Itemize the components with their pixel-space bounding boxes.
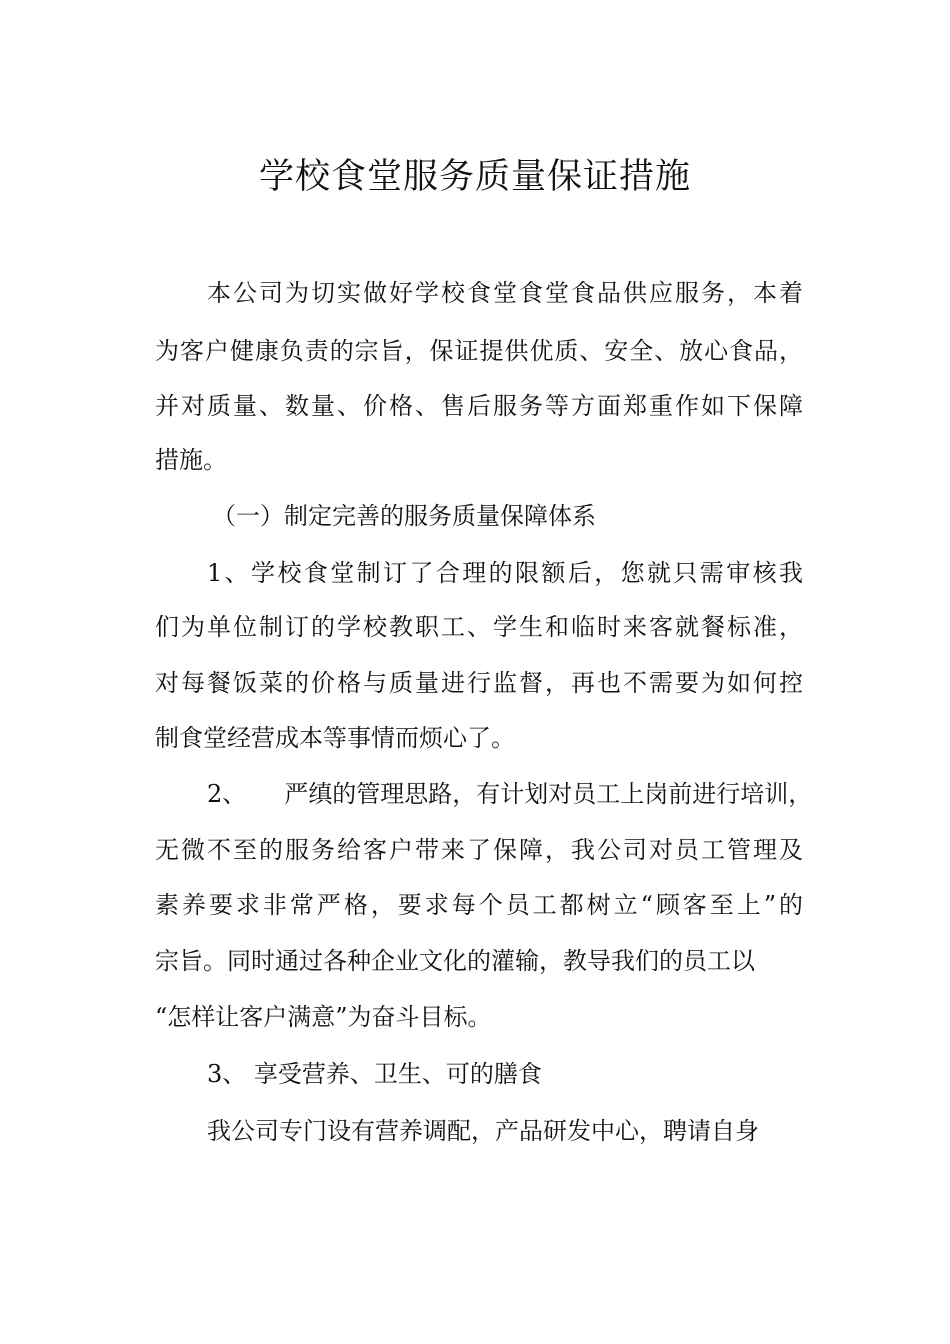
item3-heading: 3、 享受营养、卫生、可的膳食 [207,1060,542,1088]
item2-line-1-text: 严缜的管理思路，有计划对员工上岗前进行培训， [284,780,813,808]
intro-line-3: 并对质量、数量、价格、售后服务等方面郑重作如下保障 [155,392,803,420]
item2-line-4: 宗旨。同时通过各种企业文化的灌输，教导我们的员工以 [155,947,755,975]
item2-number: 2、 [207,780,247,808]
intro-line-4: 措施。 [155,446,227,474]
item3-text: 我公司专门设有营养调配，产品研发中心，聘请自身 [207,1117,759,1145]
document-title: 学校食堂服务质量保证措施 [258,157,691,197]
section-heading: （一）制定完善的服务质量保障体系 [212,502,596,530]
intro-line-2: 为客户健康负责的宗旨，保证提供优质、安全、放心食品， [155,337,803,365]
item2-line-1 [207,777,813,811]
item2-line-2: 无微不至的服务给客户带来了保障，我公司对员工管理及 [155,836,803,864]
item1-line-4: 制食堂经营成本等事情而烦心了。 [155,724,515,752]
item1-line-3: 对每餐饭菜的价格与质量进行监督，再也不需要为如何控 [155,669,803,697]
item1-line-1: 1、学校食堂制订了合理的限额后，您就只需审核我 [207,559,803,587]
item2-line-5: “怎样让客户满意”为奋斗目标。 [155,1003,492,1031]
item1-line-2: 们为单位制订的学校教职工、学生和临时来客就餐标准， [155,613,803,641]
item2-line-3: 素养要求非常严格，要求每个员工都树立“顾客至上”的 [155,891,803,919]
intro-line-1: 本公司为切实做好学校食堂食堂食品供应服务，本着 [207,279,803,307]
